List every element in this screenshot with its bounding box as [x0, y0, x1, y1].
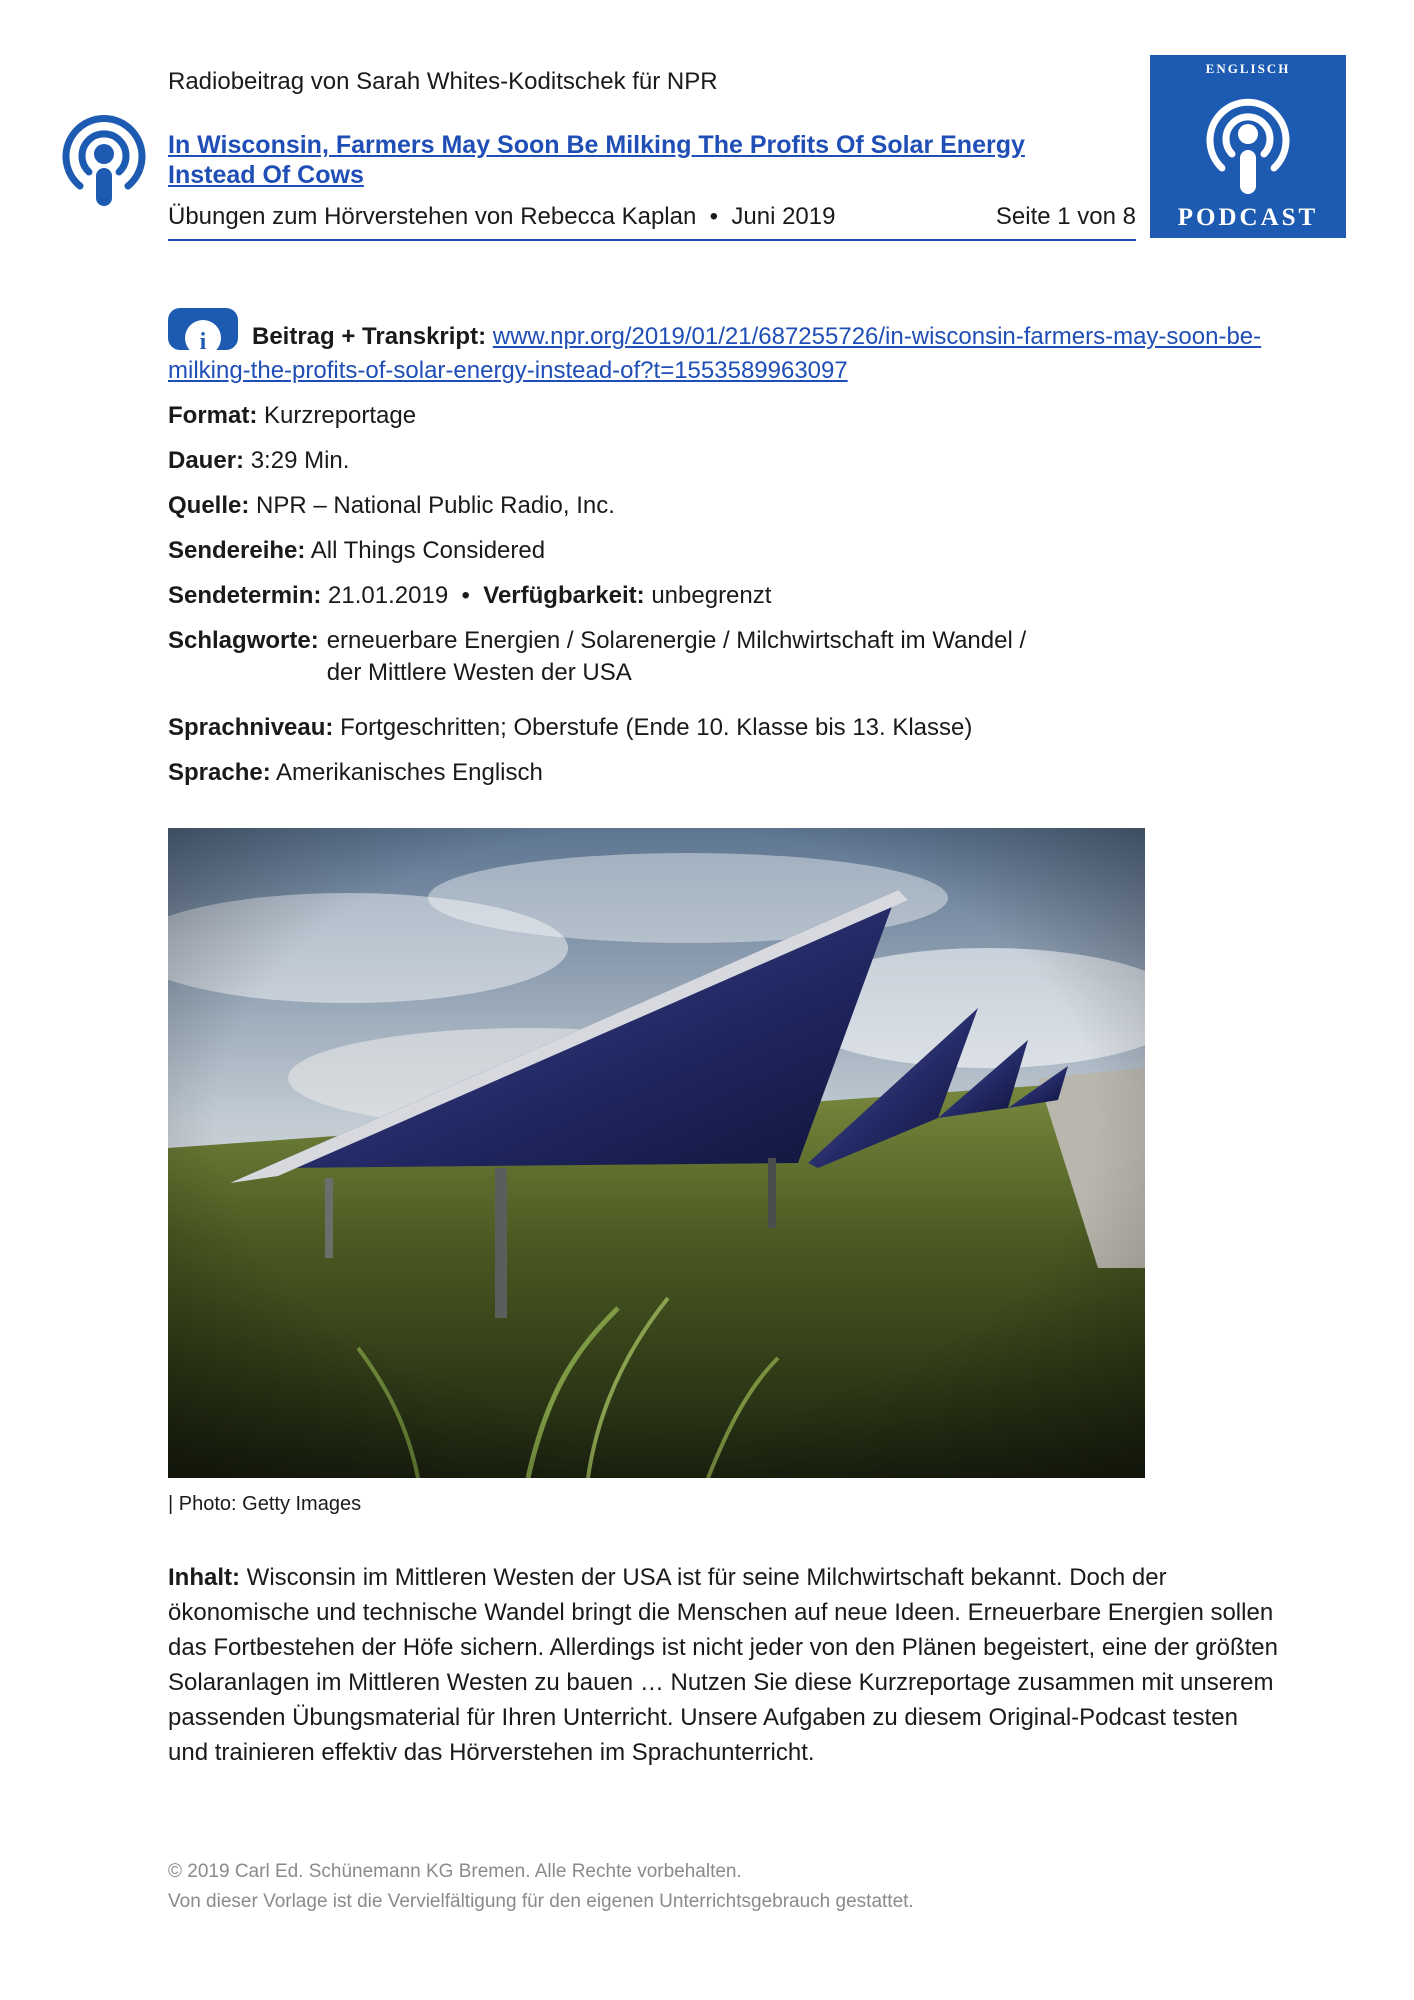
- caption-bar: |: [168, 1493, 179, 1515]
- content-text: Wisconsin im Mittleren Westen der USA ist für seine Milchwirtschaft bekannt. Doch der ökonomische und technische Wandel bringt die Menschen auf neue Ideen. Erneuerbare Energien sollen das Fortbestehen der Höfe sichern. Allerdings ist nicht jeder von den Plänen begeistert, eine der größten Solaranlagen im Mittleren Westen zu bauen … Nutzen Sie diese Kurzreportage zusammen mit unserem passenden Übungsmaterial für Ihren Unterricht. Unsere Aufgaben zu diesem Original-Podcast testen und trainieren effektiv das Hörverstehen im Sprachunterricht.: [168, 1564, 1278, 1766]
- svg-text:i: i: [199, 329, 207, 350]
- meta-schlagworte: [168, 625, 1278, 689]
- footer-note: Von dieser Vorlage ist die Vervielfältigung für den eigenen Unterrichtsgebrauch gestattet.: [168, 1891, 914, 1912]
- englisch-podcast-logo: [1150, 55, 1346, 238]
- sprache-value: Amerikanisches Englisch: [276, 759, 543, 786]
- meta-quelle: [168, 490, 1278, 522]
- schlagworte-line-2: der Mittlere Westen der USA: [326, 659, 632, 686]
- dauer-value: 3:29 Min.: [250, 447, 350, 474]
- schlagworte-label: Schlagworte:: [168, 627, 319, 654]
- verfuegbarkeit-value: unbegrenzt: [651, 582, 772, 609]
- separator-bullet: •: [454, 582, 477, 609]
- podcast-logo-icon: [1202, 88, 1294, 200]
- header-subtitle-row: [168, 203, 1136, 231]
- meta-sendetermin: [168, 580, 1278, 612]
- meta-sprache: [168, 757, 1278, 789]
- format-label: Format:: [168, 402, 258, 429]
- content-label: Inhalt:: [168, 1564, 240, 1591]
- sprachniveau-value: Fortgeschritten; Oberstufe (Ende 10. Klasse bis 13. Klasse): [340, 714, 973, 741]
- badge-top-label: ENGLISCH: [1205, 61, 1291, 76]
- sprachniveau-label: Sprachniveau:: [168, 714, 334, 741]
- sendereihe-label: Sendereihe:: [168, 537, 306, 564]
- info-label: Beitrag + Transkript:: [252, 323, 487, 350]
- meta-dauer: [168, 445, 1278, 477]
- meta-format: [168, 400, 1278, 432]
- meta-sendereihe: [168, 535, 1278, 567]
- schlagworte-values: [327, 625, 1026, 689]
- source-info: [168, 308, 1278, 388]
- verfuegbarkeit-label: Verfügbarkeit:: [483, 582, 645, 609]
- podcast-icon: [58, 108, 150, 210]
- schlagworte-line-1: erneuerbare Energien / Solarenergie / Milchwirtschaft im Wandel /: [326, 627, 1027, 654]
- caption-text: Photo: Getty Images: [178, 1493, 362, 1515]
- sprache-label: Sprache:: [168, 759, 271, 786]
- author-line: Radiobeitrag von Sarah Whites-Koditschek für NPR: [168, 68, 718, 95]
- solar-panels-photo: [168, 828, 1145, 1478]
- quelle-label: Quelle:: [168, 492, 250, 519]
- sendetermin-label: Sendetermin:: [168, 582, 322, 609]
- quelle-value: NPR – National Public Radio, Inc.: [256, 492, 615, 519]
- transcript-link[interactable]: www.npr.org/2019/01/21/687255726/in-wisconsin-farmers-may-soon-be-milking-the-profits-of-solar-energy-instead-of?t=1553589963097: [168, 323, 1262, 384]
- sendereihe-value: All Things Considered: [310, 537, 546, 564]
- footer: [168, 1857, 914, 1917]
- photo-caption: [168, 1493, 361, 1516]
- exercise-subtitle: Übungen zum Hörverstehen von Rebecca Kaplan • Juni 2019: [168, 203, 836, 230]
- sendetermin-value: 21.01.2019: [328, 582, 449, 609]
- dauer-label: Dauer:: [168, 447, 245, 474]
- content-summary: [168, 1560, 1278, 1770]
- meta-sprachniveau: [168, 712, 1278, 744]
- footer-copyright: © 2019 Carl Ed. Schünemann KG Bremen. Alle Rechte vorbehalten.: [168, 1861, 742, 1882]
- page-indicator: Seite 1 von 8: [995, 203, 1136, 230]
- header-divider: [168, 239, 1136, 241]
- episode-title-link[interactable]: In Wisconsin, Farmers May Soon Be Milking The Profits Of Solar Energy Instead Of Cows: [168, 131, 1025, 189]
- info-icon: [168, 308, 238, 350]
- format-value: Kurzreportage: [264, 402, 417, 429]
- badge-bottom-label: PODCAST: [1177, 204, 1319, 231]
